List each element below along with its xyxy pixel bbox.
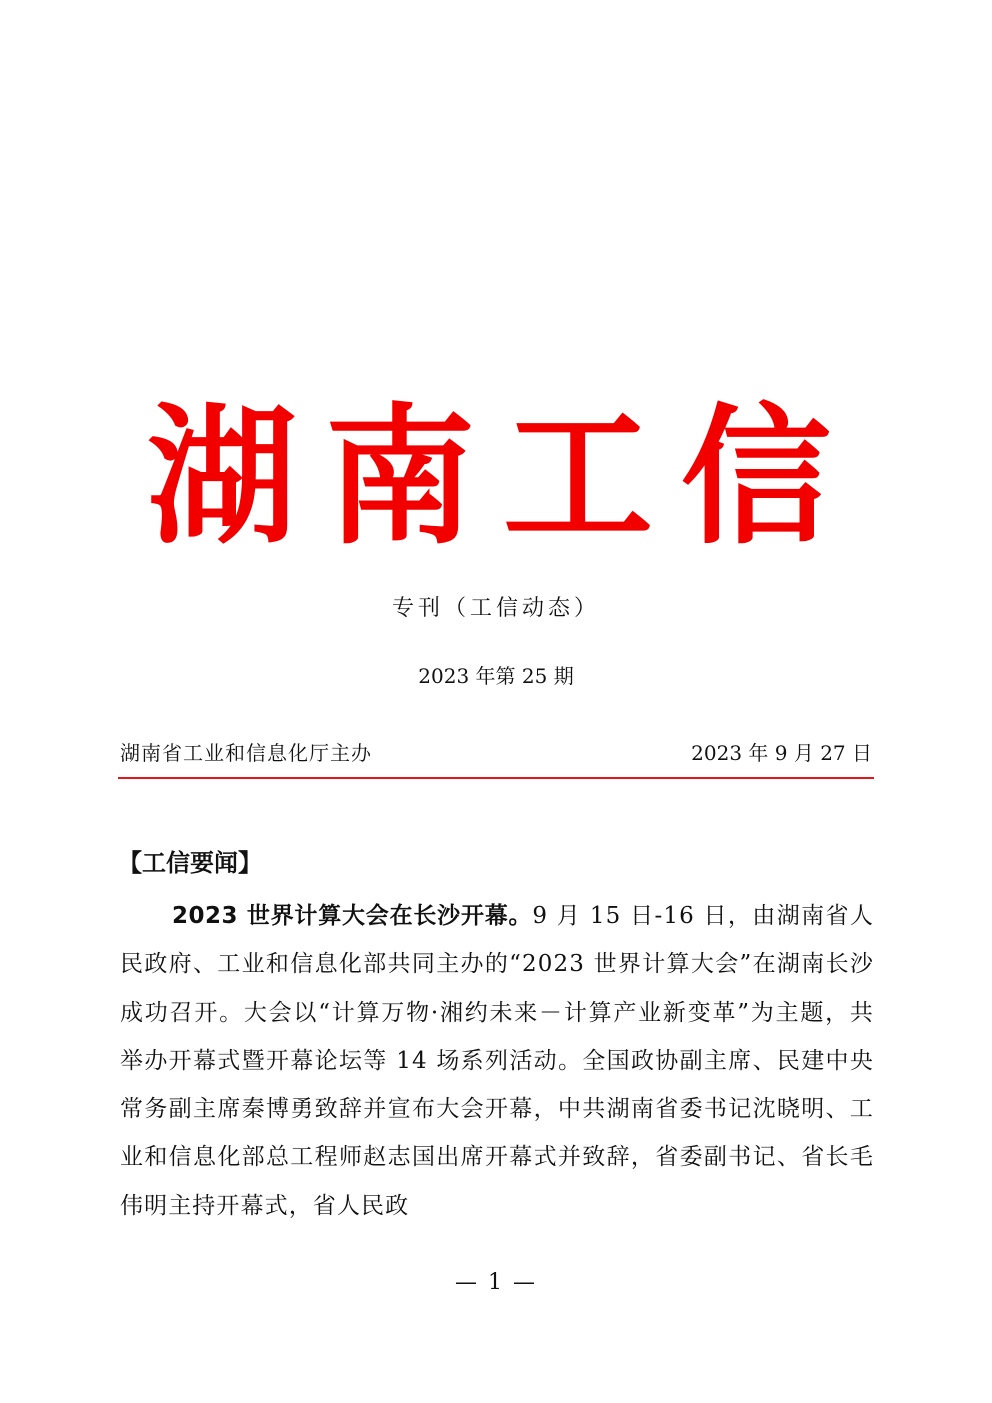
publisher-row [118, 738, 874, 770]
article-lead: 2023 世界计算大会在长沙开幕。 [172, 903, 533, 929]
article-body: 9 月 15 日-16 日，由湖南省人民政府、工业和信息化部共同主办的“2023 世界计算大会”在湖南长沙成功召开。大会以“计算万物·湘约未来－计算产业新变革”为主题，共举办开幕式暨开幕论坛等 14 场系列活动。全国政协副主席、民建中央常务副主席秦博勇致辞并宣布大会开幕，中共湖南省委书记沈晓明、工业和信息化部总工程师赵志国出席开幕式并致辞，省委副书记、省长毛伟明主持开幕式，省人民政 [120, 903, 874, 1219]
page-number: — 1 — [455, 1270, 537, 1295]
issue-number: 2023 年第 25 期 [418, 664, 574, 688]
publisher: 湖南省工业和信息化厅主办 [120, 741, 372, 765]
header-divider [118, 777, 874, 779]
publication-subtitle: 专刊（工信动态） [391, 596, 600, 621]
publish-date: 2023 年 9 月 27 日 [691, 741, 872, 765]
section-heading: 【工信要闻】 [118, 849, 262, 877]
masthead-title: 湖南工信 [146, 391, 859, 565]
article-paragraph [120, 892, 874, 1230]
